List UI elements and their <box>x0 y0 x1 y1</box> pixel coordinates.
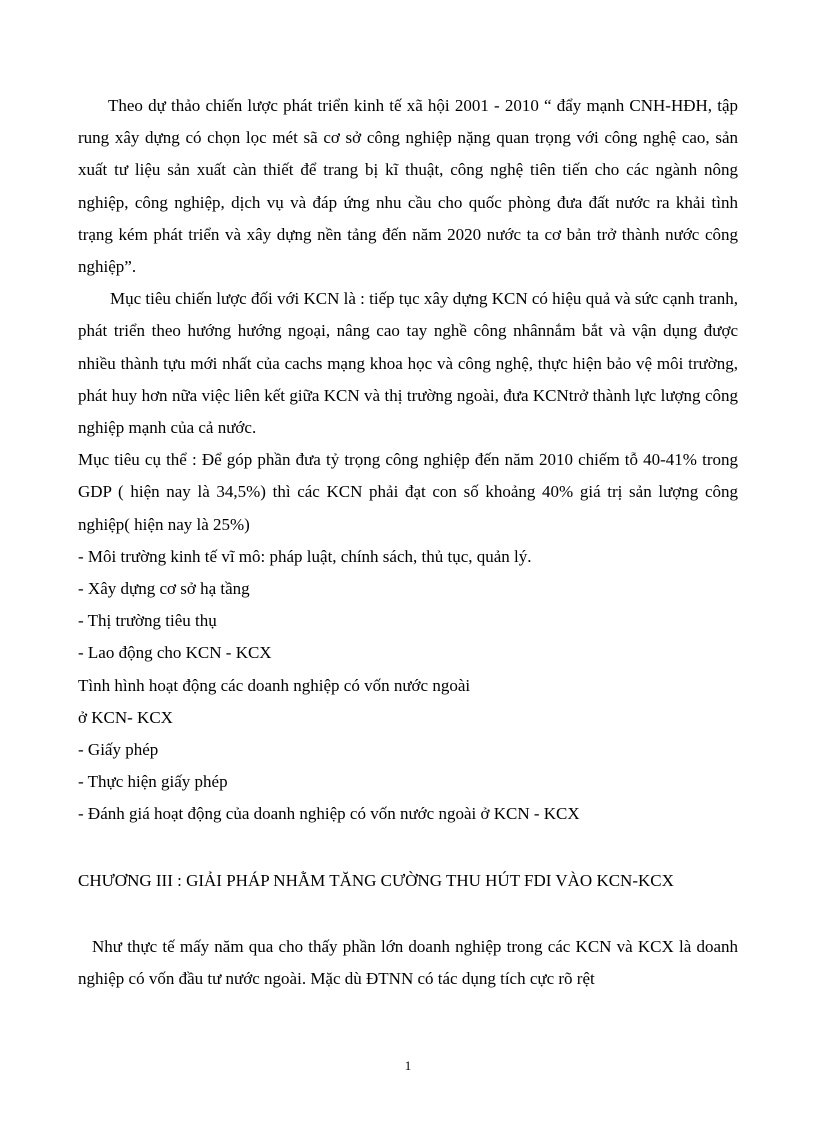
page-number: 1 <box>404 1058 412 1073</box>
list-item: - Xây dựng cơ sở hạ tầng <box>78 579 250 599</box>
list-item: - Môi trường kinh tế vĩ mô: pháp luật, chính sách, thủ tục, quản lý. <box>78 546 532 566</box>
list-item: - Thực hiện giấy phép <box>78 772 228 792</box>
list-item: - Giấy phép <box>78 740 159 760</box>
paragraph-specific-goal: Mục tiêu cụ thể : Để góp phần đưa tỷ trọng công nghiệp đến năm 2010 chiếm tỗ 40-41% trong GDP ( hiện nay là 34,5%) thì các KCN phải đạt con số khoảng 40% giá trị sản lượng công nghiệp( hiện nay là 25%) <box>78 450 738 534</box>
list-item: - Lao động cho KCN - KCX <box>78 643 272 663</box>
chapter-heading: CHƯƠNG III : GIẢI PHÁP NHẰM TĂNG CƯỜNG THU HÚT FDI VÀO KCN-KCX <box>78 870 674 890</box>
list-item: - Đánh giá hoạt động của doanh nghiệp có vốn nước ngoài ở KCN - KCX <box>78 804 580 824</box>
spacer <box>78 897 738 931</box>
paragraph-kcn-strategic-goal: Mục tiêu chiến lược đối với KCN là : tiếp tục xây dựng KCN có hiệu quả và sức cạnh tranh, phát triển theo hướng hướng ngoại, nâng cao tay nghề công nhânnắm bắt và vận dụng được nhiều thành tựu mới nhất của cachs mạng khoa học và công nghệ, thực hiện bảo vệ môi trường, phát huy hơn nữa việc liên kết giữa KCN và thị trường ngoài, đưa KCNtrở thành lực lượng công nghiệp mạnh của cả nước. <box>78 289 738 438</box>
list-item: - Thị trường tiêu thụ <box>78 611 217 631</box>
section-line: ở KCN- KCX <box>78 707 173 727</box>
document-page <box>78 90 738 995</box>
section-line: Tình hình hoạt động các doanh nghiệp có vốn nước ngoài <box>78 675 471 695</box>
paragraph-strategy-draft: Theo dự thảo chiến lược phát triển kinh tế xã hội 2001 - 2010 “ đẩy mạnh CNH-HĐH, tập rung xây dựng có chọn lọc mét sã cơ sở công nghiệp nặng quan trọng với công nghệ cao, sản xuất tư liệu sản xuất càn thiết để trang bị kĩ thuật, công nghệ tiên tiến cho các ngành nông nghiệp, công nghiệp, dịch vụ và đáp ứng nhu cầu cho quốc phòng đưa đất nước ra khải tình trạng kém phát triển và xây dựng nền tảng đến năm 2020 nước ta cơ bản trở thành nước công nghiệp”. <box>78 96 738 277</box>
spacer <box>78 831 738 865</box>
paragraph-fdi-intro: Như thực tế mấy năm qua cho thấy phần lớn doanh nghiệp trong các KCN và KCX là doanh nghiệp có vốn đầu tư nước ngoài. Mặc dù ĐTNN có tác dụng tích cực rõ rệt <box>78 936 738 989</box>
